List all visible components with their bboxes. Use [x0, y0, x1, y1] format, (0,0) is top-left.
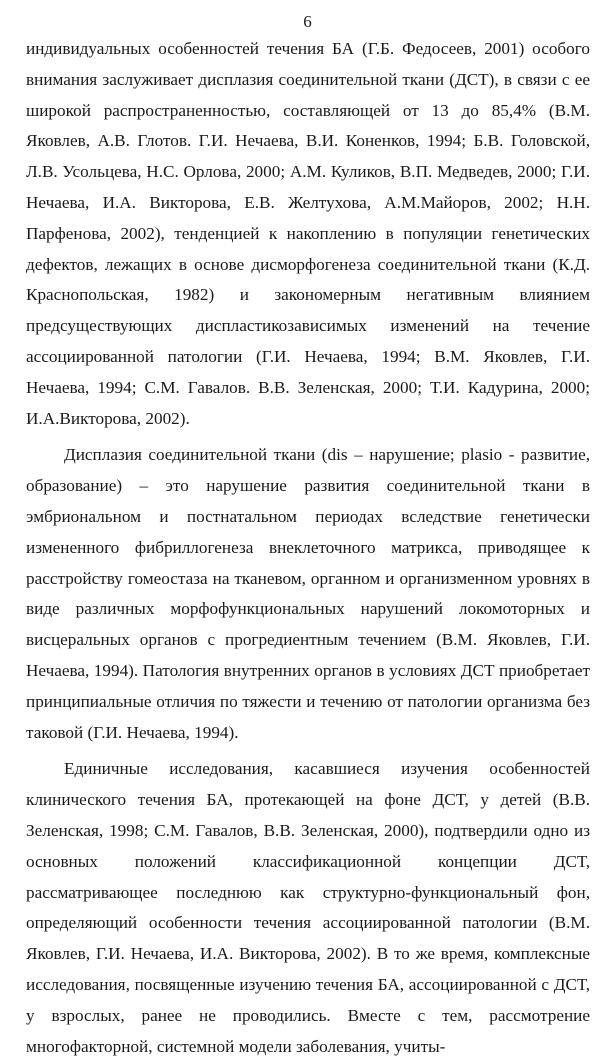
paragraph-1: индивидуальных особенностей течения БА (Г.Б. Федосеев, 2001) особого внимания заслуживает дисплазия соединительной ткани (ДСТ), в связи с ее широкой распространенностью, составляющей от 13 до 85,4% (В.М. Яковлев, А.В. Глотов. Г.И. Нечаева, В.И. Коненков, 1994; Б.В. Головской, Л.В. Усольцева, Н.С. Орлова, 2000; А.М. Куликов, В.П. Медведев, 2000; Г.И. Нечаева, И.А. Викторова, Е.В. Желтухова, А.М.Майоров, 2002; Н.Н. Парфенова, 2002), тенденцией к накоплению в популяции генетических дефектов, лежащих в основе дисморфогенеза соединительной ткани (К.Д. Краснопольская, 1982) и закономерным негативным влиянием предсуществующих диспластикозависимых изменений на течение ассоциированной патологии (Г.И. Нечаева, 1994; В.М. Яковлев, Г.И. Нечаева, 1994; С.М. Гавалов. В.В. Зеленская, 2000; Т.И. Кадурина, 2000; И.А.Викторова, 2002).: [26, 39, 590, 428]
body-text: [26, 34, 590, 1062]
paragraph-3: Единичные исследования, касавшиеся изучения особенностей клинического течения БА, протекающей на фоне ДСТ, у детей (В.В. Зеленская, 1998; С.М. Гавалов, В.В. Зеленская, 2000), подтвердили одно из основных положений классификационной концепции ДСТ, рассматривающее последнюю как структурно-функциональный фон, определяющий особенности течения ассоциированной патологии (В.М. Яковлев, Г.И. Нечаева, И.А. Викторова, 2002). В то же время, комплексные исследования, посвященные изучению течения БА, ассоциированной с ДСТ, у взрослых, ранее не проводились. Вместе с тем, рассмотрение многофакторной, системной модели заболевания, учиты-: [26, 759, 590, 1056]
page-number: 6: [303, 12, 312, 31]
paragraph-2: Дисплазия соединительной ткани (dis – нарушение; plasio - развитие, образование) – это нарушение развития соединительной ткани в эмбриональном и постнатальном периодах вследствие генетически измененного фибриллогенеза внеклеточного матрикса, приводящее к расстройству гомеостаза на тканевом, органном и организменном уровнях в виде различных морфофункциональных нарушений локомоторных и висцеральных органов с прогредиентным течением (В.М. Яковлев, Г.И. Нечаева, 1994). Патология внутренних органов в условиях ДСТ приобретает принципиальные отличия по тяжести и течению от патологии организма без таковой (Г.И. Нечаева, 1994).: [26, 445, 590, 742]
